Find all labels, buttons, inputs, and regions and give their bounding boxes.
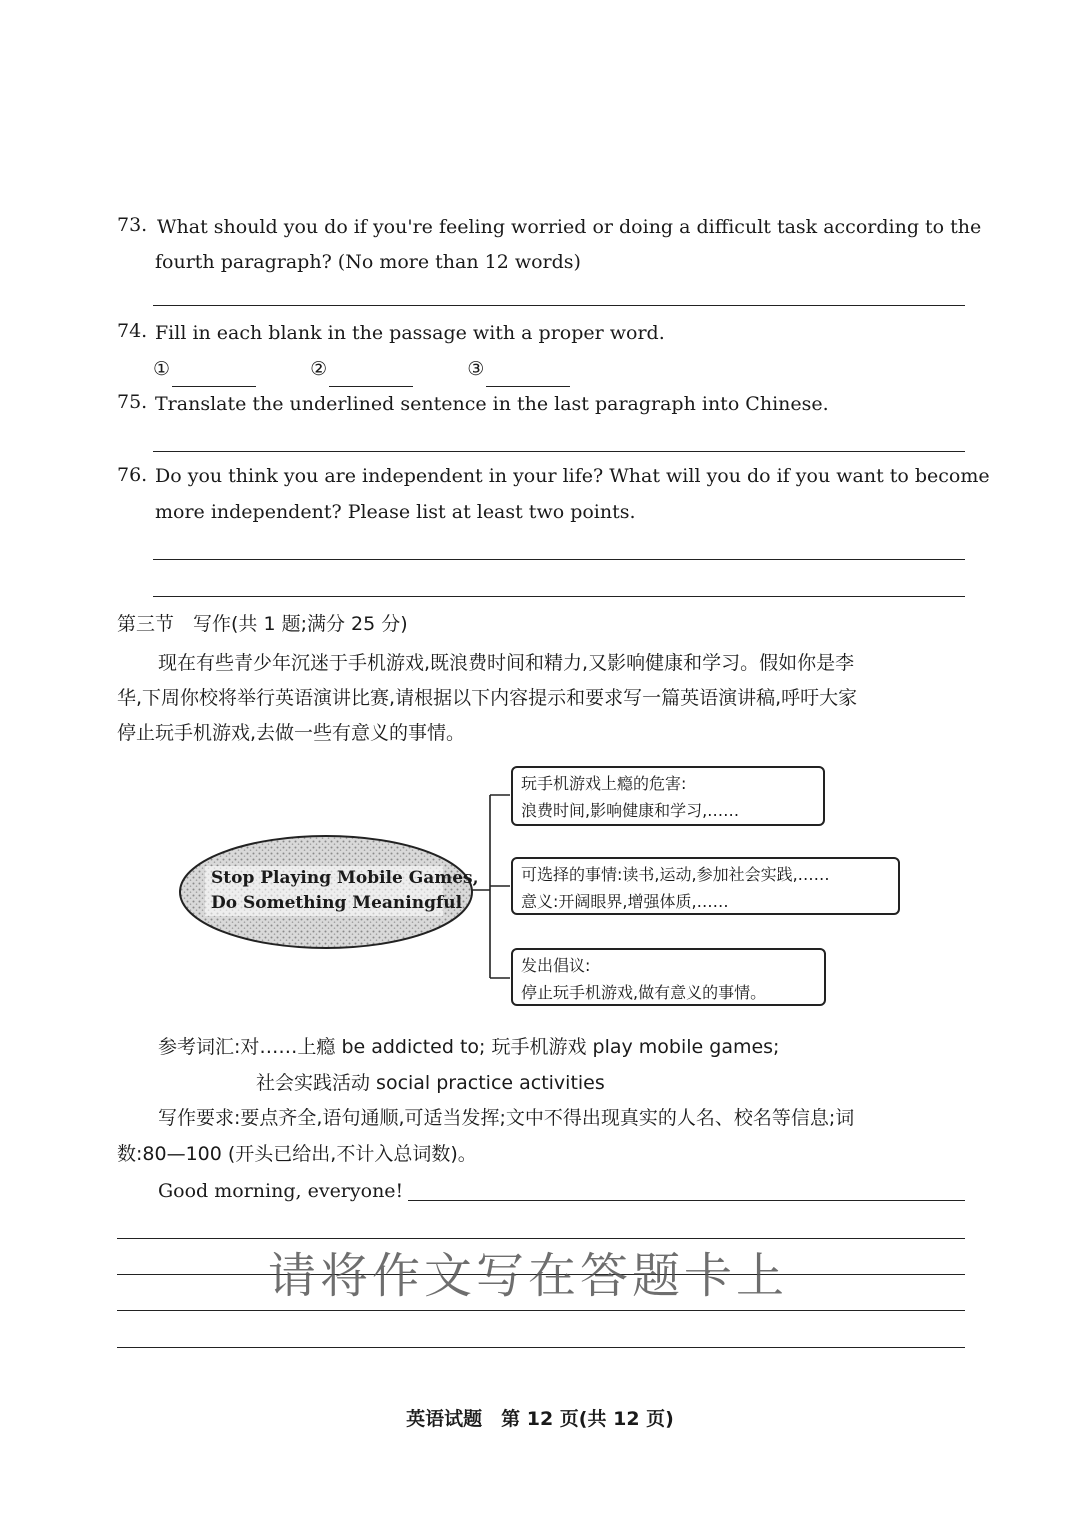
question-73-text-line2: fourth paragraph? (No more than 12 words)	[155, 251, 581, 273]
box-proposal-line1: 发出倡议:	[521, 956, 591, 975]
answer-sheet-stamp: 请将作文写在答题卡上	[268, 1248, 789, 1304]
instructions-line1: 现在有些青少年沉迷于手机游戏,既浪费时间和精力,又影响健康和学习。假如你是李	[158, 652, 855, 674]
blank-3-label: ③	[467, 358, 485, 380]
page-footer: 英语试题 第 12 页(共 12 页)	[406, 1408, 674, 1430]
writing-line-4[interactable]	[117, 1310, 965, 1311]
instructions-line2: 华,下周你校将举行英语演讲比赛,请根据以下内容提示和要求写一篇英语演讲稿,呼吁大家	[117, 687, 858, 709]
box-proposal-line2: 停止玩手机游戏,做有意义的事情。	[521, 983, 767, 1002]
question-75-number: 75.	[117, 391, 148, 413]
box-alternatives	[511, 857, 900, 915]
question-74-number: 74.	[117, 320, 148, 342]
question-76-text-line1: Do you think you are independent in your life? What will you do if you want to become	[155, 465, 990, 487]
central-topic-line1: Stop Playing Mobile Games,	[211, 868, 479, 888]
section-title: 第三节 写作(共 1 题;满分 25 分)	[117, 613, 408, 635]
question-76-number: 76.	[117, 464, 148, 486]
writing-line-1[interactable]	[408, 1200, 965, 1201]
requirements-line2: 数:80—100 (开头已给出,不计入总词数)。	[117, 1143, 477, 1165]
box-harms-line2: 浪费时间,影响健康和学习,……	[521, 801, 740, 820]
box-proposal	[511, 948, 826, 1006]
blank-2-label: ②	[310, 358, 328, 380]
requirements-line1: 写作要求:要点齐全,语句通顺,可适当发挥;文中不得出现真实的人名、校名等信息;词	[158, 1107, 855, 1129]
question-73-number: 73.	[117, 214, 148, 236]
box-alternatives-line1: 可选择的事情:读书,运动,参加社会实践,……	[521, 865, 830, 884]
vocab-line2: 社会实践活动 social practice activities	[256, 1072, 605, 1094]
central-topic-text	[211, 866, 479, 916]
blank-1-label: ①	[153, 358, 171, 380]
box-harms	[511, 766, 825, 826]
box-alternatives-line2: 意义:开阔眼界,增强体质,……	[521, 892, 729, 911]
central-topic-line2: Do Something Meaningful	[211, 893, 463, 913]
question-73-text-line1: What should you do if you're feeling worried or doing a difficult task according to the	[157, 216, 982, 238]
essay-opening: Good morning, everyone!	[158, 1180, 404, 1202]
question-75-text: Translate the underlined sentence in the last paragraph into Chinese.	[155, 393, 829, 415]
instructions-line3: 停止玩手机游戏,去做一些有意义的事情。	[117, 722, 466, 744]
question-74-text: Fill in each blank in the passage with a proper word.	[155, 322, 665, 344]
writing-line-5[interactable]	[117, 1347, 965, 1348]
question-76-text-line2: more independent? Please list at least two points.	[155, 501, 636, 523]
vocab-line1: 参考词汇:对……上瘾 be addicted to; 玩手机游戏 play mobile games;	[158, 1036, 780, 1058]
box-harms-line1: 玩手机游戏上瘾的危害:	[521, 774, 687, 793]
